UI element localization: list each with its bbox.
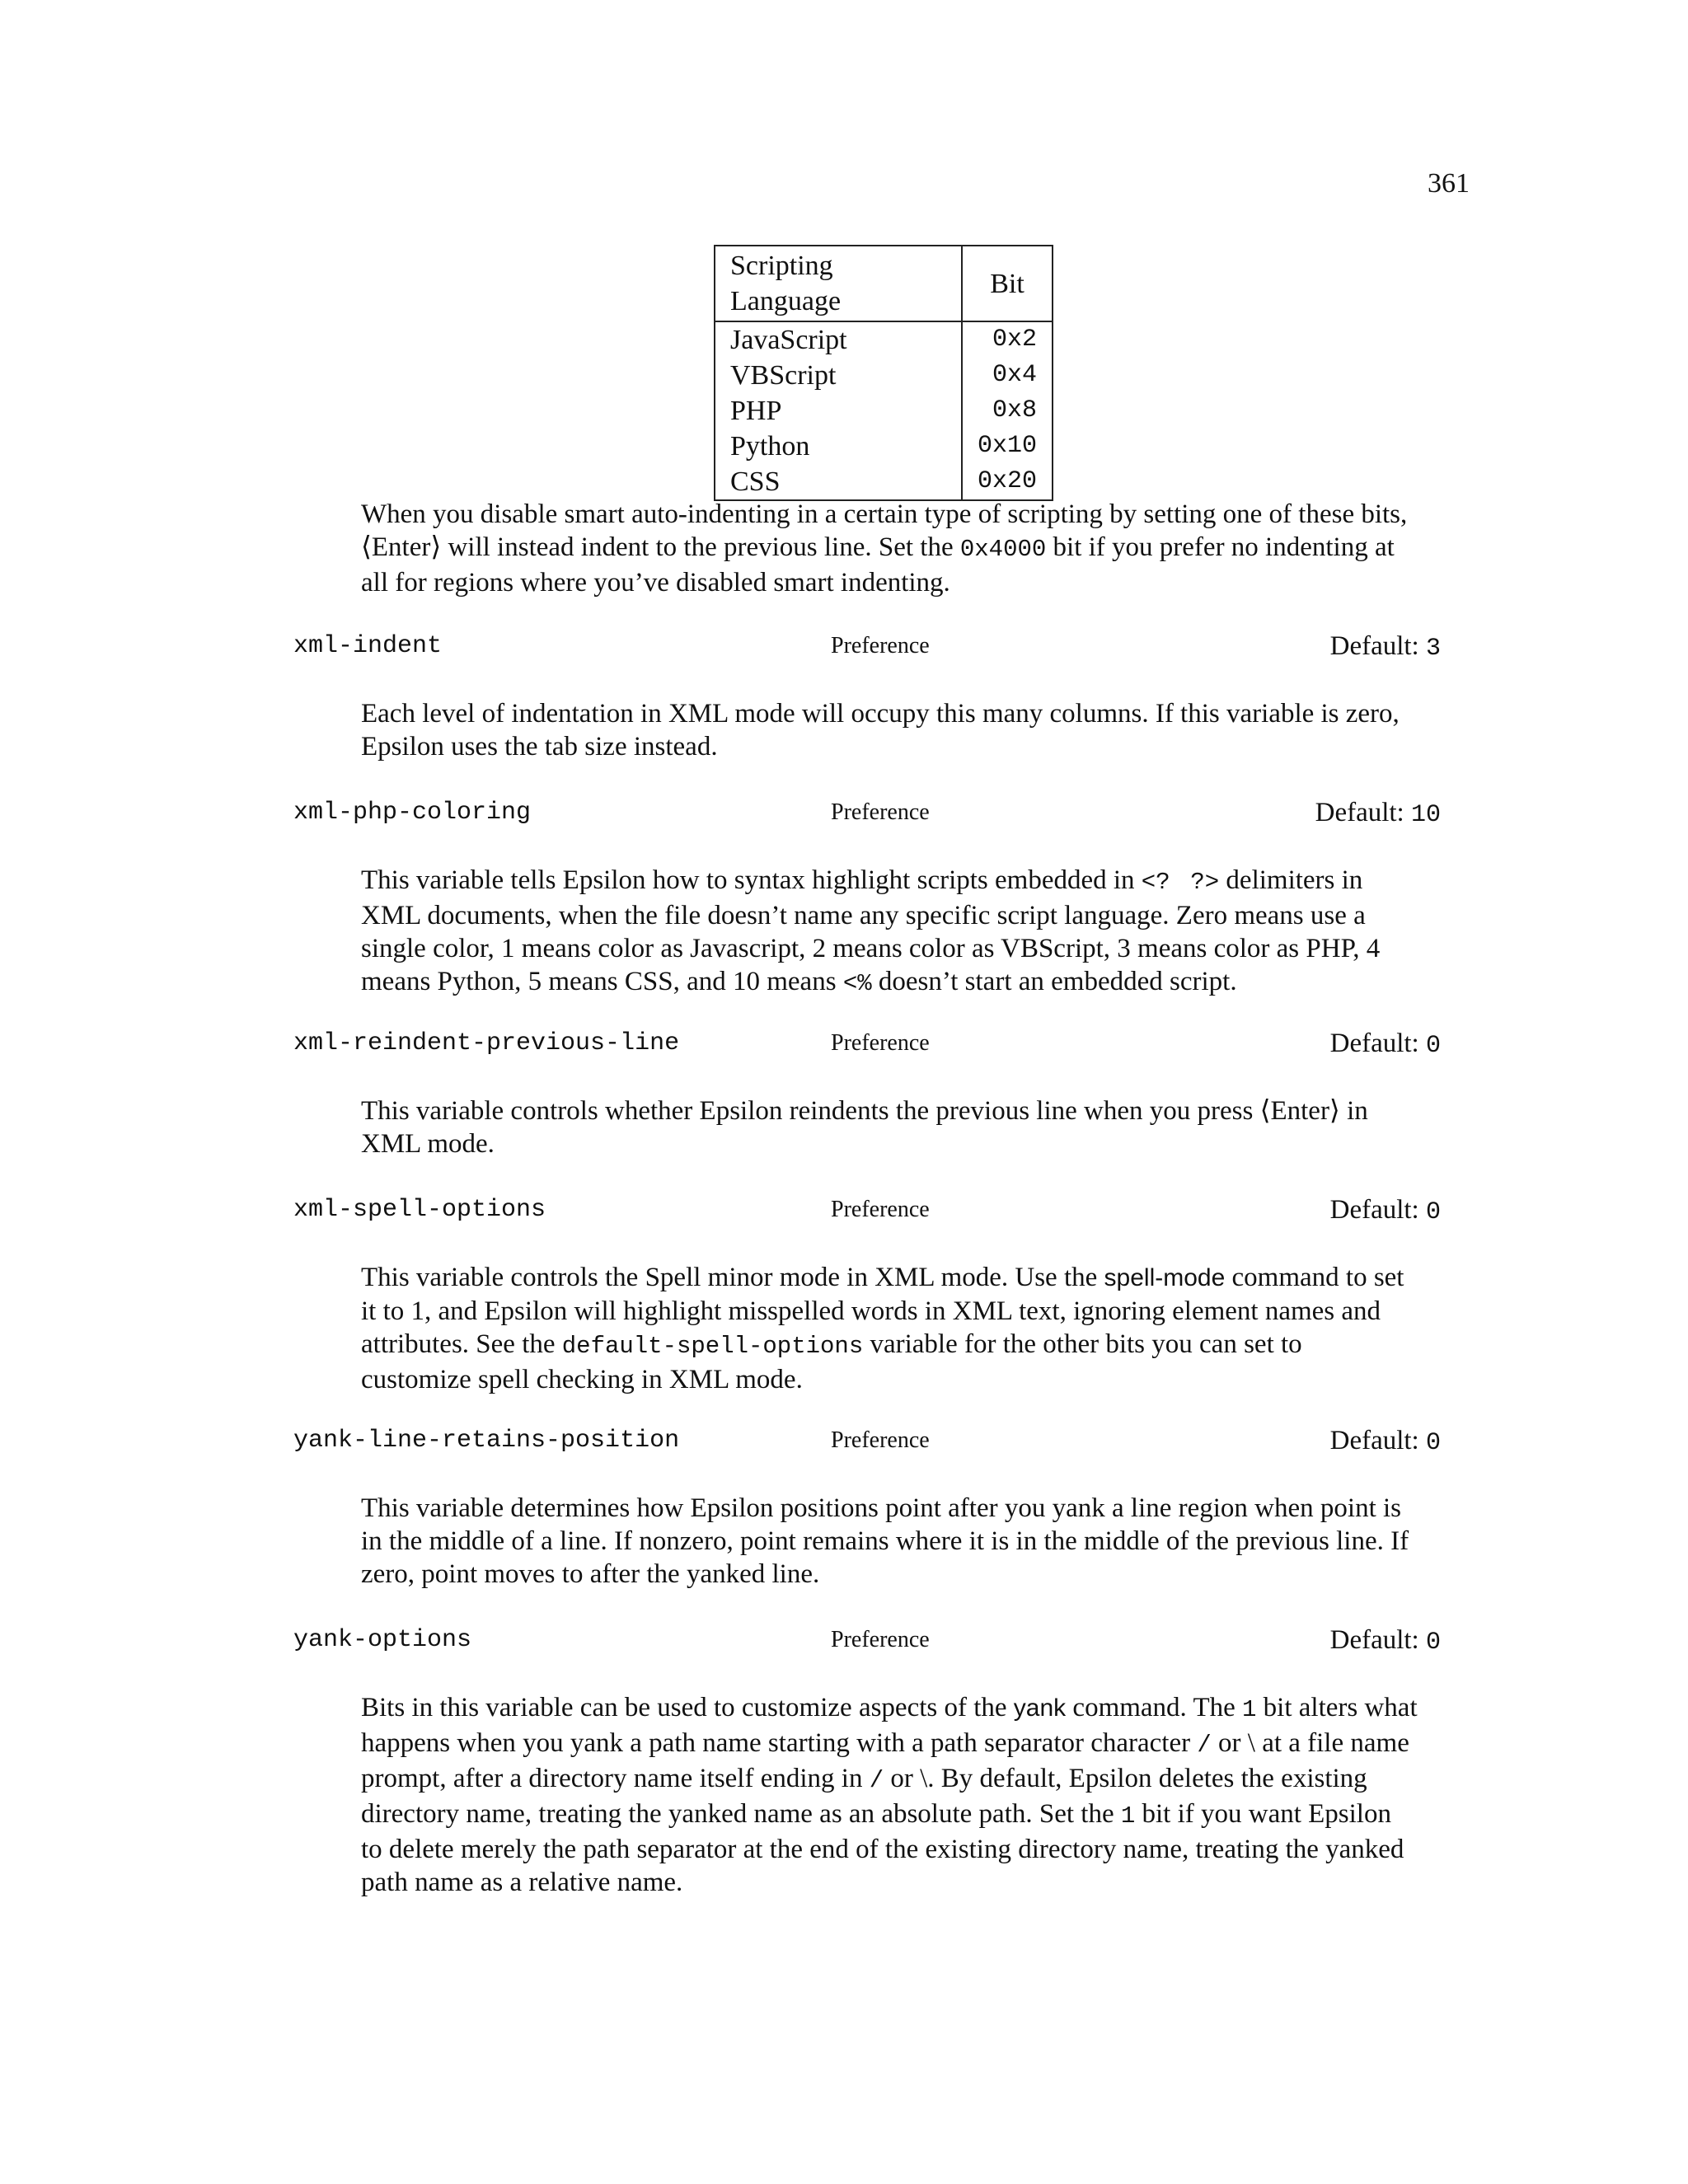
variable-description-xml-indent: Each level of indentation in XML mode will occupy this many columns. If this variable is zero, Epsilon uses the tab size instead.: [361, 699, 1400, 762]
default-value: 10: [1410, 801, 1441, 829]
desc-text: variable for the other bits you can set to customize spell checking in XML mode.: [361, 1329, 1302, 1394]
default-label: Default:: [1329, 1195, 1419, 1225]
table-row: [715, 321, 1053, 358]
desc-text: in XML mode.: [361, 1096, 1368, 1159]
variable-header-xml-reindent-previous-line: [293, 1027, 1441, 1060]
default-value: 3: [1425, 635, 1441, 663]
desc-text: doesn’t start an embedded script.: [871, 967, 1237, 996]
desc-text: or \. By default, Epsilon deletes the existing directory name, treating the yanked name as an absolute path. Set the: [361, 1764, 1367, 1829]
desc-code: /: [1197, 1732, 1212, 1759]
command-name: yank: [1013, 1694, 1067, 1722]
enter-key-label: ⟨Enter⟩: [1259, 1096, 1340, 1126]
default-label: Default:: [1329, 1625, 1419, 1655]
variable-description-xml-reindent-previous-line: [361, 1094, 1418, 1160]
table-cell-bit: 0x8: [962, 393, 1053, 429]
table-header-row: [715, 246, 1053, 321]
desc-code: <%: [842, 970, 872, 997]
default-label: Default:: [1315, 798, 1404, 827]
variable-kind: Preference: [831, 1627, 930, 1652]
variable-name: yank-line-retains-position: [293, 1427, 680, 1455]
desc-code: ?>: [1190, 869, 1220, 896]
variable-kind: Preference: [831, 1427, 930, 1453]
variable-header-xml-indent: [293, 630, 1441, 663]
default-label: Default:: [1329, 1029, 1419, 1058]
variable-default: [1330, 1027, 1441, 1062]
variable-name: xml-reindent-previous-line: [293, 1029, 680, 1057]
desc-text: bit if you want Epsilon to delete merely the path separator at the end of the existing directory name, treating the yanked path name as a relative name.: [361, 1799, 1404, 1897]
default-label: Default:: [1329, 631, 1419, 661]
variable-description-xml-spell-options: [361, 1261, 1418, 1396]
table-cell-bit: 0x20: [962, 464, 1053, 500]
desc-code: 1: [1120, 1802, 1136, 1830]
desc-code: <?: [1141, 869, 1170, 896]
variable-header-yank-options: [293, 1624, 1441, 1657]
scripting-language-table: [714, 245, 1053, 501]
variable-header-yank-line-retains-position: [293, 1424, 1441, 1457]
intro-text-3: bit if you prefer no indenting at all for regions where you’ve disabled smart indenting.: [361, 532, 1395, 598]
table-cell-language: CSS: [730, 466, 781, 497]
variable-default: [1330, 1424, 1441, 1460]
variable-description-yank-options: [361, 1691, 1418, 1899]
intro-text-2: will instead indent to the previous line. Set the: [441, 532, 960, 562]
variable-default: [1315, 796, 1441, 832]
variable-default: [1330, 1624, 1441, 1659]
intro-paragraph: [361, 498, 1418, 599]
desc-text: This variable controls whether Epsilon reindents the previous line when you press: [361, 1096, 1260, 1126]
desc-code: default-spell-options: [561, 1333, 864, 1360]
desc-text: This variable controls the Spell minor mode in XML mode. Use the: [361, 1263, 1104, 1292]
enter-key-label: ⟨Enter⟩: [361, 532, 442, 562]
table-cell-language: PHP: [730, 396, 782, 426]
desc-text: bit alters what happens when you yank a path name starting with a path separator character: [361, 1693, 1418, 1758]
table-row: [715, 393, 1053, 429]
column-header-language: Scripting Language: [715, 246, 962, 321]
table-cell-bit: 0x2: [962, 321, 1053, 358]
command-name: spell-mode: [1104, 1264, 1226, 1291]
variable-kind: Preference: [831, 1197, 930, 1222]
default-value: 0: [1425, 1629, 1441, 1657]
desc-text: This variable tells Epsilon how to syntax highlight scripts embedded in: [361, 865, 1142, 895]
table-cell-language: Python: [730, 431, 810, 462]
desc-text: or \ at a file name prompt, after a directory name itself ending in: [361, 1728, 1409, 1793]
default-label: Default:: [1329, 1426, 1419, 1455]
variable-kind: Preference: [831, 633, 930, 658]
variable-description-xml-php-coloring: [361, 864, 1418, 1001]
variable-name: xml-indent: [293, 632, 443, 660]
variable-name: yank-options: [293, 1626, 472, 1654]
table-cell-language: JavaScript: [730, 325, 847, 355]
variable-header-xml-spell-options: [293, 1193, 1441, 1226]
table-cell-language: VBScript: [730, 360, 837, 391]
intro-code: 0x4000: [959, 536, 1047, 563]
variable-kind: Preference: [831, 1030, 930, 1056]
table-row: [715, 358, 1053, 393]
intro-text-1: When you disable smart auto-indenting in a certain type of scripting by setting one of these bits,: [361, 499, 1408, 529]
variable-kind: Preference: [831, 799, 930, 825]
table-row: [715, 429, 1053, 464]
default-value: 0: [1425, 1032, 1441, 1060]
variable-description-yank-line-retains-position: This variable determines how Epsilon positions point after you yank a line region when point is in the middle of a line. If nonzero, point remains where it is in the middle of the previous line. If zero, point moves to after the yanked line.: [361, 1493, 1409, 1589]
default-value: 0: [1425, 1429, 1441, 1457]
desc-text: command to set it to 1, and Epsilon will highlight misspelled words in XML text, ignoring element names and attributes. See the: [361, 1263, 1404, 1359]
variable-name: xml-php-coloring: [293, 799, 532, 827]
desc-text: delimiters in XML documents, when the file doesn’t name any specific script language. Zero means use a single color, 1 means color as Javascript, 2 means color as VBScript, 3 means color as PHP, 4 means Python, 5 means CSS, and 10 means: [361, 865, 1381, 996]
column-header-bit: Bit: [962, 246, 1053, 321]
desc-text: command. The: [1066, 1693, 1243, 1722]
variable-default: [1330, 1193, 1441, 1229]
table-cell-bit: 0x10: [962, 429, 1053, 464]
desc-code: 1: [1242, 1696, 1257, 1723]
variable-header-xml-php-coloring: [293, 796, 1441, 829]
variable-default: [1330, 630, 1441, 665]
page-number: 361: [1428, 168, 1470, 199]
desc-text: Bits in this variable can be used to customize aspects of the: [361, 1693, 1014, 1722]
table-row: [715, 464, 1053, 500]
table-cell-bit: 0x4: [962, 358, 1053, 393]
variable-name: xml-spell-options: [293, 1196, 546, 1224]
desc-code: /: [869, 1767, 884, 1794]
default-value: 0: [1425, 1198, 1441, 1226]
